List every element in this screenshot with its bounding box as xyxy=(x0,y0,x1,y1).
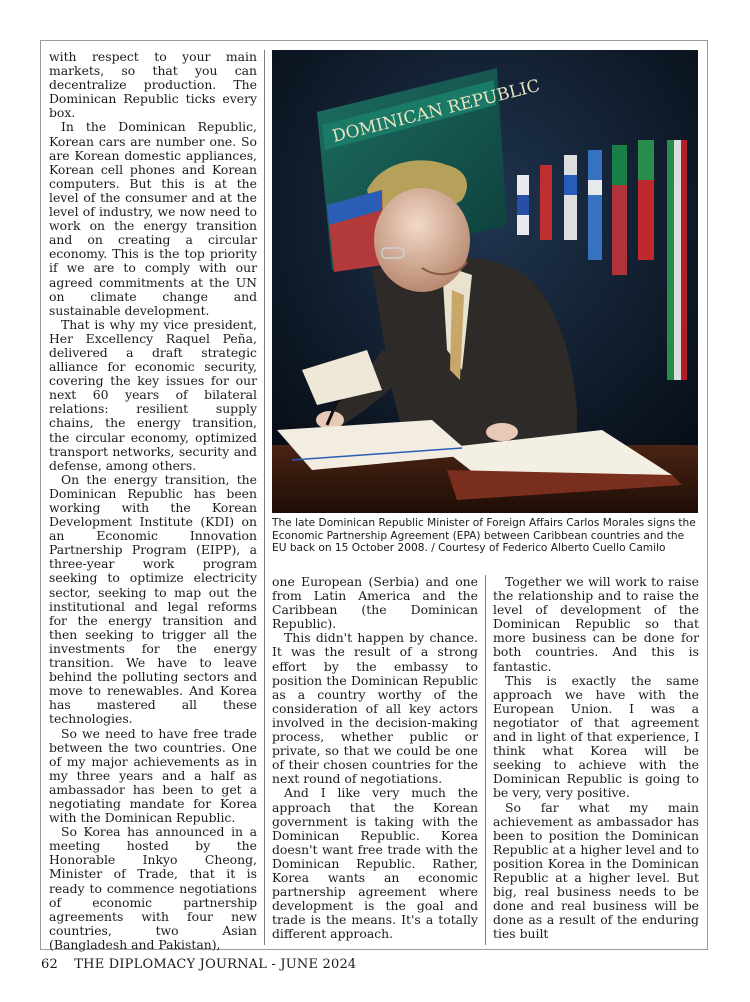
photo-caption: The late Dominican Republic Minister of Foreign Affairs Carlos Morales signs the Economic Partnership Agreement (EPA) between Caribbean countries and the EU back on 15 October 2008. / Courtesy of Federico Alberto Cuello Camilo xyxy=(272,517,696,555)
paragraph: In the Dominican Republic, Korean cars are number one. So are Korean domestic appliances, Korean cell phones and Korean computers. But this is at the level of the consumer and at the level of industry, we now need to work on the energy transition and on creating a circular economy. This is the top priority if we are to comply with our agreed commitments at the UN on climate change and sustainable development. xyxy=(49,119,257,318)
article-photo xyxy=(272,50,698,513)
paragraph: This didn't happen by chance. It was the result of a strong effort by the embassy to position the Dominican Republic as a country worthy of the consideration of all key actors involved in the decision-making process, whether public or private, so that we could be one of their chosen countries for the next round of negotiations. xyxy=(272,630,478,787)
paragraph: So far what my main achievement as ambassador has been to position the Dominican Republic at a higher level and to position Korea in the Dominican Republic at a higher level. But big, real business needs to be done and real business will be done as a result of the enduring ties built xyxy=(493,799,699,942)
paragraph: with respect to your main markets, so that you can decentralize production. The Dominican Republic ticks every box. xyxy=(49,49,257,121)
paragraph: Together we will work to raise the relationship and to raise the level of development of the Dominican Republic so that more business can be done for both countries. And this is fantastic. xyxy=(493,574,699,674)
column-divider xyxy=(264,50,265,945)
paragraph: So we need to have free trade between the two countries. One of my major achievements as in my three years and a half as ambassador has been to get a negotiating mandate for Korea with the Dominican Republic. xyxy=(49,725,257,826)
paragraph: On the energy transition, the Dominican Republic has been working with the Korean Development Institute (KDI) on an Economic Innovation Partnership Program (EIPP), a three-year work program seeking to optimize electricity sector, seeking to map out the institutional and legal reforms for the energy transition and then seeking to trigger all the investments for the energy transition. We have to leave behind the polluting sectors and move to renewables. And Korea has mastered all these technologies. xyxy=(49,471,257,727)
paragraph: This is exactly the same approach we have with the European Union. I was a negotiator of that agreement and in light of that experience, I think what Korea will be seeking to achieve with the Dominican Republic is going to be very, very positive. xyxy=(493,672,699,801)
column-divider xyxy=(485,575,486,945)
paragraph: And I like very much the approach that the Korean government is taking with the Dominican Republic. Korea doesn't want free trade with the Dominican Republic. Rather, Korea wants an economic partnership agreement where development is the goal and trade is the means. It's a totally different approach. xyxy=(272,785,478,942)
article-column-2 xyxy=(272,575,478,941)
article-column-1 xyxy=(49,50,257,952)
paragraph: So Korea has announced in a meeting hosted by the Honorable Inkyo Cheong, Minister of Trade, that it is ready to commence negotiations of economic partnership agreements with four new countries, two Asian (Bangladesh and Pakistan), xyxy=(49,824,257,952)
page-footer xyxy=(41,957,356,972)
page-number: 62 xyxy=(41,957,58,972)
banner-text: DOMINICAN REPUBLIC xyxy=(330,75,542,147)
publication-name: THE DIPLOMACY JOURNAL - JUNE 2024 xyxy=(74,957,357,972)
paragraph: one European (Serbia) and one from Latin America and the Caribbean (the Dominican Republic). xyxy=(272,574,478,632)
paragraph: That is why my vice president, Her Excellency Raquel Peña, delivered a draft strategic alliance for economic security, covering the key issues for our next 60 years of bilateral relations: resilient supply chains, the energy transition, the circular economy, optimized transport networks, security and defense, among others. xyxy=(49,316,257,473)
article-column-3 xyxy=(493,575,699,941)
